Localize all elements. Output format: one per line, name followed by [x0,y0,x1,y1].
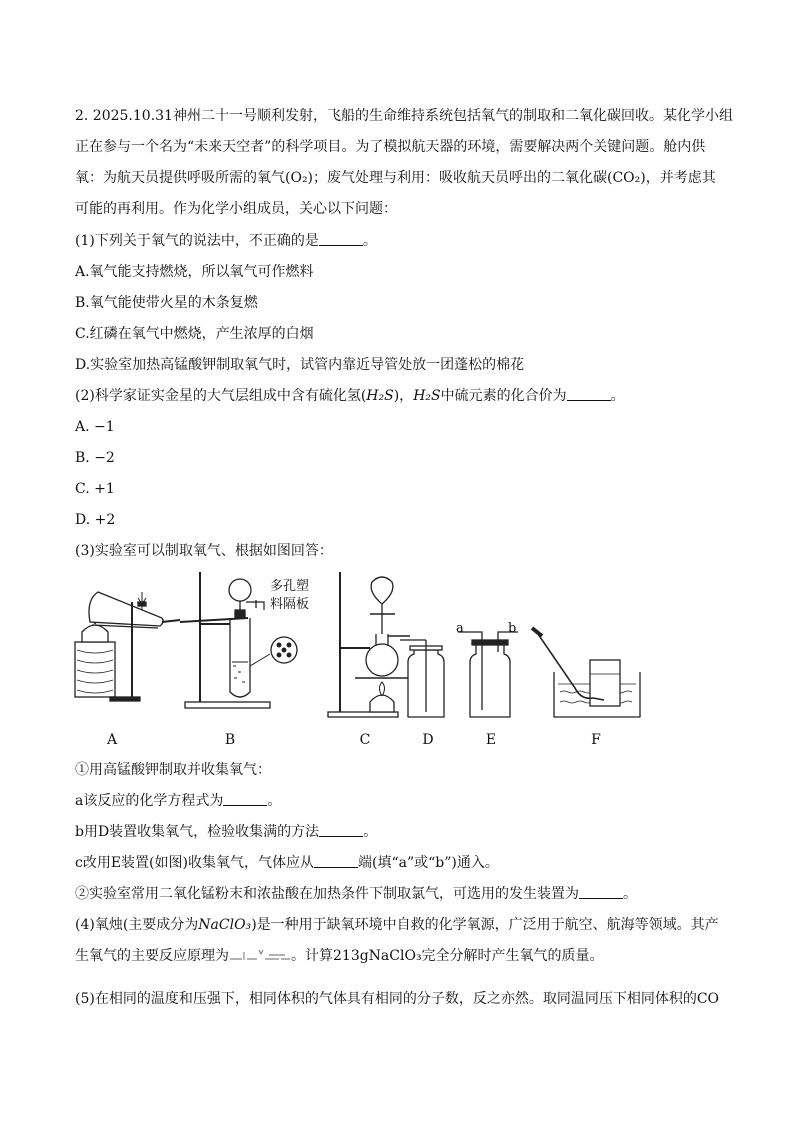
q3-sub2-text: ②实验室常用二氧化锰粉末和浓盐酸在加热条件下制取氯气，可选用的发生装置为 [75,886,579,902]
q3-c-text: c改用E装置(如图)收集氧气，气体应从 [75,855,314,871]
q2-stem-a: (2)科学家证实金星的大气层组成中含有硫化氢( [75,388,367,404]
intro-line-1: 2. 2025.10.31神州二十一号顺利发射，飞船的生命维持系统包括氧气的制取和二氧化碳回收。某化学小组 [75,108,733,124]
q4-line2-pre: 生氧气的主要反应原理为 [75,948,229,964]
answer-blank [314,855,358,868]
answer-blank [223,793,267,806]
q3-c-post: 端(填“a”或“b”)通入。 [357,855,499,871]
q4-line-2 [75,947,604,965]
answer-blank [567,388,611,401]
q3-b-end: 。 [363,824,378,840]
answer-blank [579,886,623,899]
q3-stem: (3)实验室可以制取氧气、根据如图回答： [75,543,333,559]
q3-a-end: 。 [267,793,282,809]
label-b: B [224,732,236,748]
q1-stem-text: (1)下列关于氧气的说法中，不正确的是 [75,233,319,249]
e-port-b: b [508,621,517,636]
q1-option-c: C.红磷在氧气中燃烧，产生浓厚的白烟 [75,326,314,342]
q1-option-a: A.氧气能支持燃烧，所以氧气可作燃料 [75,264,314,280]
intro-line-3: 氧：为航天员提供呼吸所需的氧气(O₂)；废气处理与利用：吸收航天员呼出的二氧化碳(CO₂)，并考虑其 [75,170,716,186]
apparatus-e [458,632,518,717]
q4-line1-post: )是一种用于缺氧环境中自救的化学氧源，广泛用于航空、航海等领域。其产 [251,917,719,933]
label-d: D [422,732,434,748]
q2-formula: H₂S [366,388,394,404]
q1-stem-end: 。 [362,233,377,249]
q1-stem [75,232,377,250]
label-c: C [359,732,371,748]
apparatus-f [532,628,640,717]
label-a: A [106,732,118,748]
answer-blank [319,233,363,246]
q3-sub2-end: 。 [623,886,637,902]
q2-stem-b: )， [393,388,414,404]
q4-line2-post: 。计算213gNaClO₃完全分解时产生氧气的质量。 [291,948,604,964]
q2-stem-c: 中硫元素的化合价为 [440,388,567,404]
b-note-line-1: 多孔塑 [270,579,310,594]
q2-option-c: C. +1 [75,481,115,497]
intro-line-4: 可能的再利用。作为化学小组成员，关心以下问题： [75,201,397,217]
label-f: F [591,732,601,748]
q3-a-text: a该反应的化学方程式为 [75,793,224,809]
q3-sub2 [75,885,637,903]
q4-line-1 [75,916,719,934]
q1-option-b: B.氧气能使带火星的木条复燃 [75,295,258,311]
q2-formula-2: H₂S [413,388,441,404]
reaction-equation-image [229,948,291,962]
q2-option-d: D. +2 [75,512,116,528]
q4-formula: NaClO₃ [198,917,252,933]
q4-line1-pre: (4)氧烛(主要成分为 [75,917,199,933]
q2-option-b: B. −2 [75,450,115,466]
q3-b-text: b用D装置收集氧气，检验收集满的方法 [75,824,320,840]
label-e: E [485,732,497,748]
apparatus-figure [70,562,720,752]
q3-sub1: ①用高锰酸钾制取并收集氧气： [75,762,271,778]
apparatus-c [328,572,410,717]
q3-b-line [75,823,377,841]
q2-option-a: A. −1 [75,419,115,435]
q2-stem-end: 。 [610,388,625,404]
q2-stem [75,387,625,405]
q3-a-line [75,792,281,810]
apparatus-a [75,592,180,701]
b-note-line-2: 料隔板 [270,597,310,612]
intro-line-2: 正在参与一个名为“未来天空者”的科学项目。为了模拟航天器的环境，需要解决两个关键问题。舱内供 [75,139,706,155]
q5-line: (5)在相同的温度和压强下，相同体积的气体具有相同的分子数，反之亦然。取同温同压下相同体积的CO [75,991,720,1007]
answer-blank [319,824,363,837]
q1-option-d: D.实验室加热高锰酸钾制取氧气时，试管内靠近导管处放一团蓬松的棉花 [75,357,525,373]
q3-c-line [75,854,499,872]
e-port-a: a [456,621,464,636]
